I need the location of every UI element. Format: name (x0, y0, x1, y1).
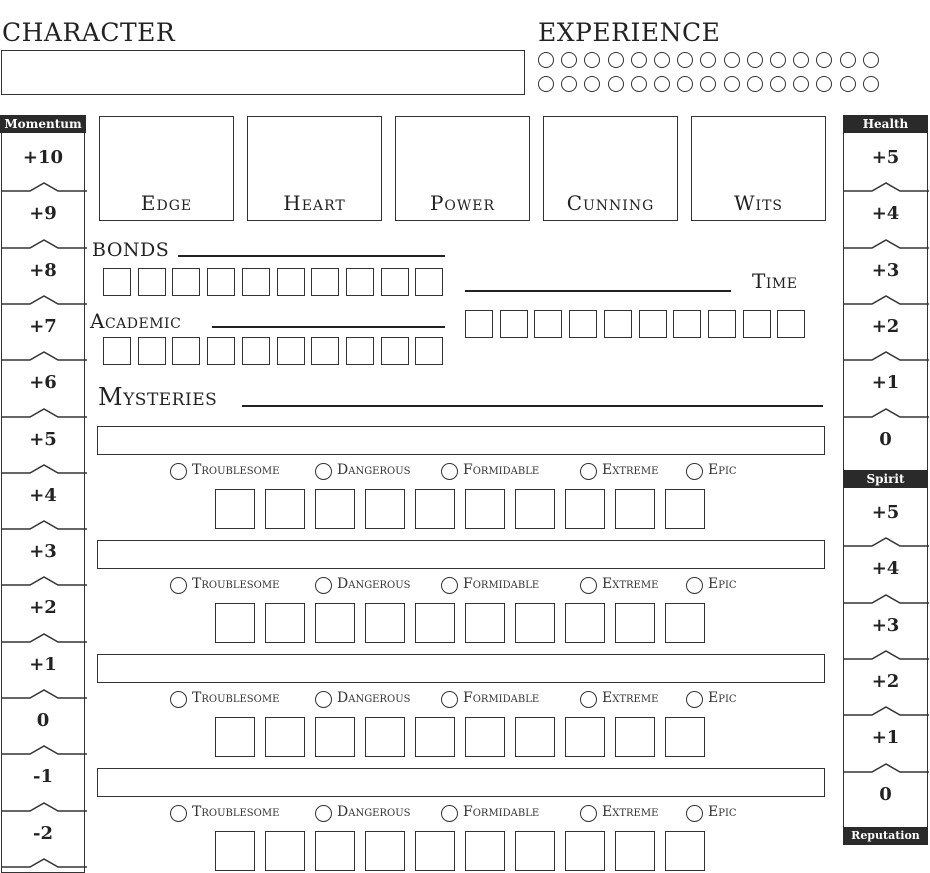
rank-label: Extreme (602, 462, 659, 478)
rank-radio[interactable] (170, 805, 187, 822)
mystery-progress-box[interactable] (265, 717, 305, 757)
momentum-title: Momentum (0, 115, 86, 133)
mystery-progress-box[interactable] (315, 489, 355, 529)
mystery-progress-box[interactable] (365, 603, 405, 643)
momentum-value[interactable]: 0 (36, 710, 50, 731)
time-label: Time (752, 269, 798, 293)
rank-radio[interactable] (441, 577, 458, 594)
health-title: Health (843, 115, 928, 133)
momentum-value[interactable]: +4 (29, 484, 57, 506)
mystery-progress-box[interactable] (315, 831, 355, 871)
momentum-value[interactable]: +8 (29, 259, 57, 281)
rank-radio[interactable] (686, 691, 703, 708)
rank-label: Epic (708, 690, 737, 706)
rank-radio[interactable] (315, 463, 332, 480)
health-value[interactable]: 0 (879, 428, 892, 450)
stat-label: Power (429, 191, 496, 215)
mystery-progress-box[interactable] (265, 603, 305, 643)
rank-label: Epic (708, 576, 737, 592)
mystery-progress-box[interactable] (615, 831, 655, 871)
mystery-progress-box[interactable] (465, 717, 505, 757)
mystery-progress-box[interactable] (615, 489, 655, 529)
mystery-progress-box[interactable] (215, 489, 255, 529)
momentum-value[interactable]: +6 (29, 372, 57, 394)
mystery-name-field[interactable] (97, 426, 825, 455)
stat-label: Heart (283, 191, 346, 215)
mysteries-label: Mysteries (98, 383, 218, 411)
mystery-progress-box[interactable] (615, 603, 655, 643)
momentum-value[interactable]: +5 (29, 428, 57, 450)
spirit-value[interactable]: +4 (871, 558, 900, 580)
health-value[interactable]: +4 (871, 203, 900, 225)
spirit-value[interactable]: 0 (879, 783, 892, 805)
mystery-rank-row (170, 804, 770, 824)
mystery-progress-box[interactable] (315, 603, 355, 643)
mystery-progress-box[interactable] (615, 717, 655, 757)
mystery-progress-box[interactable] (465, 603, 505, 643)
rank-radio[interactable] (580, 577, 597, 594)
rank-label: Troublesome (192, 462, 280, 478)
mystery-progress-box[interactable] (215, 831, 255, 871)
experience-label: EXPERIENCE (538, 18, 721, 47)
mystery-progress-box[interactable] (565, 831, 605, 871)
momentum-value[interactable]: +2 (29, 597, 57, 619)
mystery-progress-box[interactable] (265, 831, 305, 871)
spirit-value[interactable]: +2 (871, 670, 900, 692)
spirit-value[interactable]: +5 (871, 502, 900, 523)
rank-radio[interactable] (315, 805, 332, 822)
rank-radio[interactable] (686, 577, 703, 594)
rank-label: Extreme (602, 804, 659, 820)
mystery-progress-box[interactable] (515, 489, 555, 529)
spirit-title: Spirit (843, 470, 928, 488)
rank-label: Formidable (463, 804, 540, 820)
momentum-value[interactable]: -2 (33, 822, 53, 844)
health-value[interactable]: +5 (871, 147, 900, 168)
mystery-rank-row (170, 462, 770, 482)
mystery-progress-box[interactable] (565, 717, 605, 757)
rank-label: Formidable (463, 576, 540, 592)
mystery-rank-row (170, 576, 770, 596)
rank-label: Epic (708, 804, 737, 820)
rank-radio[interactable] (441, 805, 458, 822)
mystery-progress-box[interactable] (515, 831, 555, 871)
mystery-rank-row (170, 690, 770, 710)
rank-label: Dangerous (337, 576, 411, 592)
rank-label: Formidable (463, 462, 540, 478)
mystery-progress-box[interactable] (365, 717, 405, 757)
momentum-value[interactable]: +10 (22, 147, 64, 168)
rank-radio[interactable] (686, 463, 703, 480)
mystery-progress-box[interactable] (465, 489, 505, 529)
rank-radio[interactable] (315, 691, 332, 708)
rank-radio[interactable] (441, 463, 458, 480)
rank-radio[interactable] (441, 691, 458, 708)
stat-label: Edge (140, 191, 193, 215)
health-value[interactable]: +2 (871, 315, 900, 337)
mystery-progress-box[interactable] (565, 603, 605, 643)
mystery-progress-box[interactable] (415, 717, 455, 757)
rank-label: Troublesome (192, 576, 280, 592)
mystery-progress-box[interactable] (665, 489, 705, 529)
momentum-value[interactable]: +3 (29, 541, 57, 563)
rank-label: Extreme (602, 576, 659, 592)
rank-label: Epic (708, 462, 737, 478)
rank-label: Troublesome (192, 690, 280, 706)
mystery-progress-box[interactable] (365, 489, 405, 529)
momentum-value[interactable]: +1 (29, 653, 57, 675)
stat-label: Cunning (566, 191, 655, 215)
reputation-title: Reputation (843, 827, 928, 845)
momentum-value[interactable]: -1 (33, 766, 53, 788)
rank-radio[interactable] (580, 805, 597, 822)
academic-label: Academic (90, 309, 182, 333)
bonds-label: BONDS (92, 239, 170, 261)
mystery-progress-box[interactable] (215, 717, 255, 757)
spirit-value[interactable]: +3 (871, 614, 900, 636)
rank-radio[interactable] (170, 691, 187, 708)
rank-radio[interactable] (686, 805, 703, 822)
mystery-progress-box[interactable] (665, 831, 705, 871)
mystery-progress-box[interactable] (665, 717, 705, 757)
rank-radio[interactable] (580, 463, 597, 480)
mystery-progress-box[interactable] (415, 489, 455, 529)
mystery-progress-box[interactable] (465, 831, 505, 871)
momentum-separator (1, 857, 87, 871)
mystery-progress-box[interactable] (215, 603, 255, 643)
rank-radio[interactable] (170, 463, 187, 480)
health-value[interactable]: +1 (871, 372, 900, 394)
spirit-value[interactable]: +1 (871, 727, 900, 749)
mystery-progress-box[interactable] (415, 603, 455, 643)
rank-radio[interactable] (315, 577, 332, 594)
rank-label: Troublesome (192, 804, 280, 820)
mystery-progress-box[interactable] (415, 831, 455, 871)
health-value[interactable]: +3 (871, 259, 900, 281)
rank-radio[interactable] (580, 691, 597, 708)
rank-label: Dangerous (337, 804, 411, 820)
mystery-name-field[interactable] (97, 768, 825, 797)
rank-radio[interactable] (170, 577, 187, 594)
rank-label: Formidable (463, 690, 540, 706)
mystery-progress-box[interactable] (665, 603, 705, 643)
momentum-value[interactable]: +7 (29, 315, 57, 337)
rank-label: Dangerous (337, 462, 411, 478)
mystery-name-field[interactable] (97, 540, 825, 569)
stat-label: Wits (733, 191, 783, 215)
momentum-value[interactable]: +9 (29, 203, 57, 225)
mystery-progress-box[interactable] (515, 717, 555, 757)
character-label: CHARACTER (2, 18, 176, 47)
mystery-progress-box[interactable] (565, 489, 605, 529)
mystery-progress-box[interactable] (315, 717, 355, 757)
mystery-progress-box[interactable] (365, 831, 405, 871)
mystery-progress-box[interactable] (515, 603, 555, 643)
rank-label: Dangerous (337, 690, 411, 706)
mystery-progress-box[interactable] (265, 489, 305, 529)
mystery-name-field[interactable] (97, 654, 825, 683)
rank-label: Extreme (602, 690, 659, 706)
